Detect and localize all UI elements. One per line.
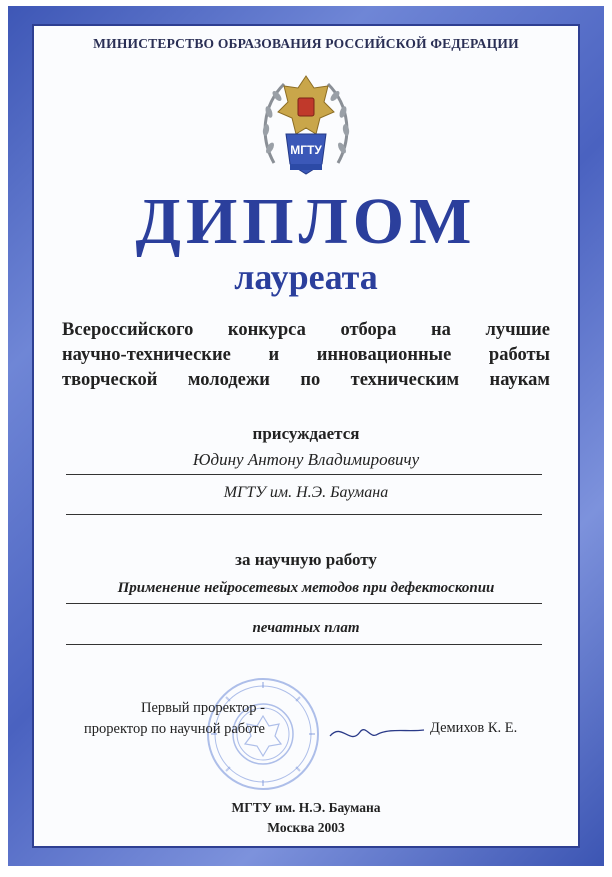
footer-institution: МГТУ им. Н.Э. Баумана — [231, 800, 381, 815]
work-title-line-1: Применение нейросетевых методов при дефектоскопии — [117, 580, 495, 596]
signatory-position-line-1: Первый проректор - — [140, 700, 265, 716]
footer-city-year: Москва 2003 — [267, 820, 345, 835]
organization-underline — [66, 514, 542, 515]
signatory-position — [55, 698, 265, 740]
ministry-header: МИНИСТЕРСТВО ОБРАЗОВАНИЯ РОССИЙСКОЙ ФЕДЕРАЦИИ — [93, 36, 519, 51]
work-title-line-2: печатных плат — [252, 620, 360, 636]
contest-line-1: Всероссийского конкурса отбора на лучшие — [62, 320, 550, 340]
work-title-underline-2 — [66, 644, 542, 645]
emblem-badge-text: МГТУ — [290, 143, 322, 157]
contest-line-2: научно-технические и инновационные работы — [62, 345, 550, 365]
diploma-title: ДИПЛОМ — [135, 185, 477, 258]
work-title-underline-1 — [66, 603, 542, 604]
recipient-organization: МГТУ им. Н.Э. Баумана — [223, 484, 389, 501]
recipient-name: Юдину Антону Владимировичу — [192, 450, 420, 469]
award-label: присуждается — [252, 424, 360, 443]
signatory-position-line-2: проректор по научной работе — [84, 721, 265, 737]
contest-line-3: творческой молодежи по техническим наукам — [62, 370, 550, 390]
handwritten-signature-icon — [320, 718, 430, 748]
diploma-subtitle: лауреата — [234, 257, 378, 297]
contest-description — [62, 318, 550, 393]
bmstu-emblem-icon — [256, 68, 356, 186]
work-label: за научную работу — [235, 550, 377, 569]
signatory-name: Демихов К. Е. — [430, 720, 518, 736]
recipient-underline — [66, 474, 542, 475]
